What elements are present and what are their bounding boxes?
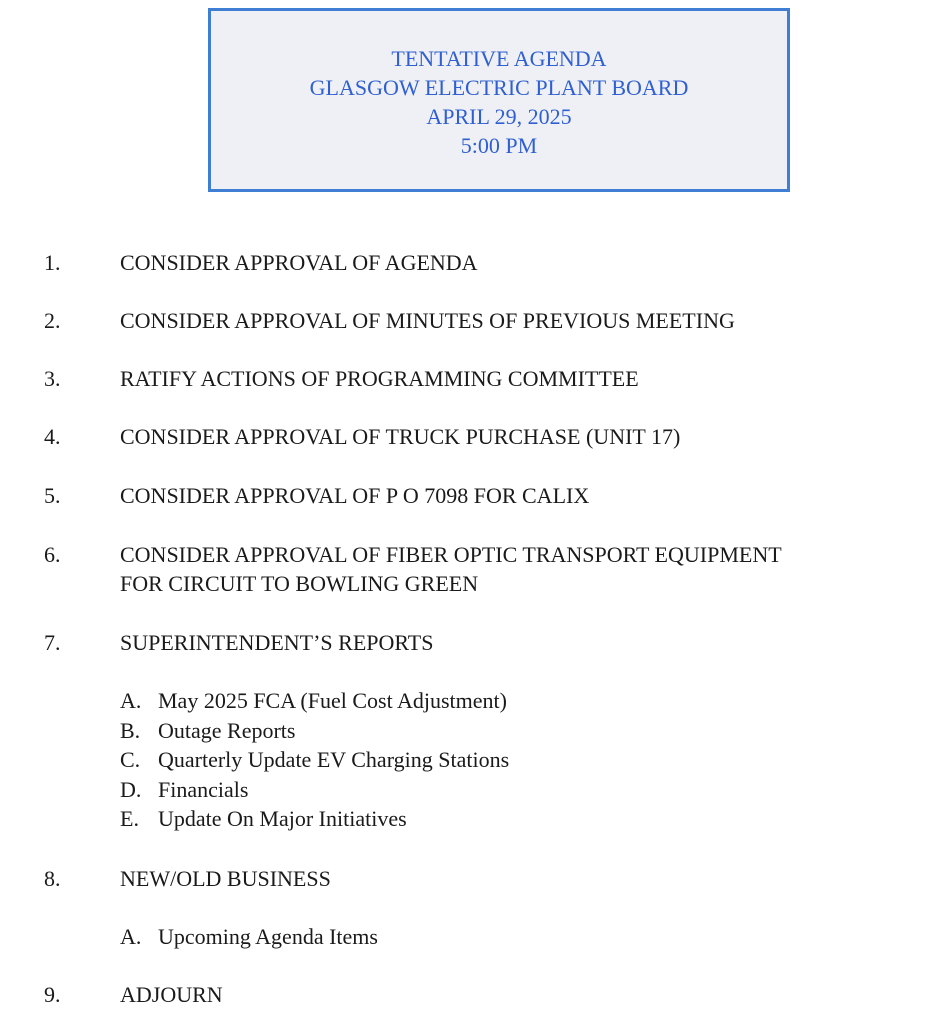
sub-item-d xyxy=(120,775,820,805)
agenda-item-number: 5. xyxy=(44,483,61,508)
sub-item-c xyxy=(120,745,820,775)
agenda-title: TENTATIVE AGENDA xyxy=(391,46,607,71)
sub-item-e xyxy=(120,804,820,834)
sub-item-label: Quarterly Update EV Charging Stations xyxy=(158,747,510,772)
agenda-item-line: CONSIDER APPROVAL OF MINUTES OF PREVIOUS MEETING xyxy=(120,308,735,333)
agenda-item-number: 9. xyxy=(44,982,61,1007)
agenda-item-line: CONSIDER APPROVAL OF AGENDA xyxy=(120,250,478,275)
agenda-item-number: 8. xyxy=(44,866,61,891)
agenda-item-text xyxy=(120,864,920,893)
sub-item-label: Outage Reports xyxy=(158,717,296,743)
agenda-item-text xyxy=(120,248,920,277)
sub-item-letter: B. xyxy=(120,717,141,743)
agenda-item-line: CONSIDER APPROVAL OF P O 7098 FOR CALIX xyxy=(120,483,590,508)
agenda-item-line: CONSIDER APPROVAL OF FIBER OPTIC TRANSPORT EQUIPMENT xyxy=(120,542,782,567)
agenda-item-text xyxy=(120,364,920,393)
new-old-business-sublist xyxy=(120,922,820,952)
organization-name: GLASGOW ELECTRIC PLANT BOARD xyxy=(309,75,689,100)
agenda-item-line: FOR CIRCUIT TO BOWLING GREEN xyxy=(120,571,479,596)
sub-item-a xyxy=(120,686,820,716)
agenda-item-line: ADJOURN xyxy=(120,982,223,1007)
sub-item-label: May 2025 FCA (Fuel Cost Adjustment) xyxy=(158,688,507,713)
agenda-item-line: SUPERINTENDENT’S REPORTS xyxy=(120,630,434,655)
agenda-item-text xyxy=(120,481,920,510)
meeting-time: 5:00 PM xyxy=(460,133,538,158)
agenda-item-text xyxy=(120,422,920,451)
agenda-item-text xyxy=(120,628,920,657)
sub-item-a xyxy=(120,922,820,952)
sub-item-b xyxy=(120,716,820,746)
sub-item-label: Upcoming Agenda Items xyxy=(158,924,378,949)
sub-item-letter: E. xyxy=(120,806,139,831)
agenda-item-number: 6. xyxy=(44,542,61,567)
agenda-item-text xyxy=(120,540,920,598)
agenda-item-line: RATIFY ACTIONS OF PROGRAMMING COMMITTEE xyxy=(120,366,639,391)
sub-item-label: Financials xyxy=(158,776,249,802)
meeting-date: APRIL 29, 2025 xyxy=(426,104,572,129)
agenda-item-number: 7. xyxy=(44,630,61,655)
agenda-item-number: 1. xyxy=(44,250,61,275)
superintendent-reports-sublist xyxy=(120,686,820,834)
sub-item-label: Update On Major Initiatives xyxy=(158,806,407,831)
agenda-item-line: NEW/OLD BUSINESS xyxy=(120,866,331,891)
agenda-item-text xyxy=(120,306,920,335)
sub-item-letter: A. xyxy=(120,688,142,713)
agenda-item-number: 2. xyxy=(44,308,61,333)
sub-item-letter: C. xyxy=(120,747,141,772)
sub-item-letter: A. xyxy=(120,924,142,949)
sub-item-letter: D. xyxy=(120,776,142,802)
agenda-item-number: 3. xyxy=(44,366,61,391)
agenda-item-text xyxy=(120,980,920,1009)
agenda-item-number: 4. xyxy=(44,424,61,449)
agenda-item-line: CONSIDER APPROVAL OF TRUCK PURCHASE (UNIT 17) xyxy=(120,424,681,449)
